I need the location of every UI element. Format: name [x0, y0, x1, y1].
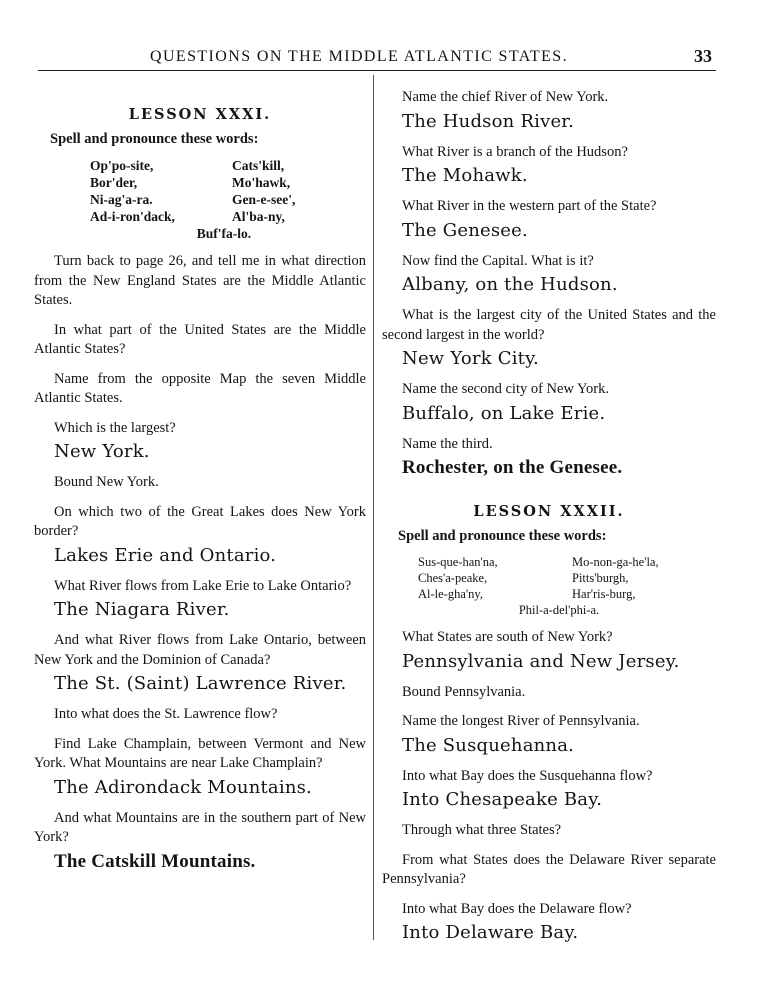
word-list [418, 555, 716, 602]
word: Cats'kill, [232, 158, 285, 173]
right-column [382, 86, 716, 944]
answer: Lakes Erie and Ontario. [54, 544, 277, 566]
word: Al'ba-ny, [232, 209, 285, 224]
question: Name from the opposite Map the seven Middle Atlantic States. [34, 370, 366, 406]
lesson-title: LESSON XXXI. [128, 106, 272, 123]
question: Name the longest River of Pennsylvania. [402, 713, 640, 729]
word: Gen-e-see', [232, 192, 296, 207]
question: What River is a branch of the Hudson? [402, 143, 628, 160]
spell-instruction: Spell and pronounce these words: [398, 528, 607, 544]
answer: The Mohawk. [402, 165, 528, 186]
word: Op'po-site, [90, 158, 154, 173]
answer: Albany, on the Hudson. [402, 274, 618, 295]
word: Pitts'burgh, [572, 571, 629, 585]
answer: New York. [54, 441, 150, 462]
word: Phil-a-del'phi-a. [518, 603, 600, 617]
left-column [34, 86, 366, 873]
question: Into what does the St. Lawrence flow? [54, 706, 278, 722]
word: Har'ris-burg, [572, 587, 636, 601]
answer: The Genesee. [402, 219, 528, 241]
answer: The Susquehanna. [402, 734, 575, 756]
question: In what part of the United States are the Middle Atlantic States? [34, 321, 366, 357]
question: Through what three States? [402, 822, 562, 838]
question: Name the chief River of New York. [402, 89, 609, 105]
question: What River flows from Lake Erie to Lake Ontario? [54, 577, 352, 594]
word: Bor'der, [90, 175, 138, 190]
question: What is the largest city of the United States and the second largest in the world? [382, 307, 716, 343]
answer: The Niagara River. [54, 599, 230, 620]
word: Ad-i-ron'dack, [90, 209, 175, 224]
answer: Buffalo, on Lake Erie. [402, 402, 606, 424]
question: Into what Bay does the Delaware flow? [402, 900, 632, 917]
answer: Into Delaware Bay. [402, 922, 579, 943]
column-divider [373, 75, 374, 940]
question: And what River flows from Lake Ontario, between New York and the Dominion of Canada? [34, 632, 366, 668]
word: Al-le-gha'ny, [418, 587, 483, 601]
question: Which is the largest? [54, 419, 176, 436]
word: Ches'a-peake, [418, 571, 488, 585]
page-header-title: QUESTIONS ON THE MIDDLE ATLANTIC STATES. [150, 48, 568, 65]
word: Sus-que-han'na, [418, 555, 498, 569]
word: Ni-ag'a-ra. [90, 192, 153, 207]
word-list [90, 158, 366, 225]
question: Name the third. [402, 435, 493, 452]
answer: The Adirondack Mountains. [54, 776, 312, 798]
answer: The St. (Saint) Lawrence River. [54, 673, 347, 694]
word: Buf'fa-lo. [196, 226, 252, 241]
answer: Rochester, on the Genesee. [402, 457, 623, 478]
question: And what Mountains are in the southern part of New York? [34, 809, 366, 845]
answer: New York City. [402, 348, 539, 369]
word: Mo-non-ga-he'la, [572, 555, 659, 569]
running-head [38, 46, 716, 71]
question: On which two of the Great Lakes does New York border? [34, 503, 366, 539]
answer: Pennsylvania and New Jersey. [402, 650, 680, 672]
answer: The Catskill Mountains. [54, 850, 256, 872]
question: Turn back to page 26, and tell me in what direction from the New England States are the Middle Atlantic States. [34, 253, 366, 308]
question: What States are south of New York? [402, 629, 613, 645]
spell-instruction: Spell and pronounce these words: [50, 131, 259, 147]
question: Now find the Capital. What is it? [402, 252, 594, 269]
question: Into what Bay does the Susquehanna flow? [402, 767, 653, 784]
question: Bound Pennsylvania. [402, 683, 526, 700]
question: Name the second city of New York. [402, 381, 609, 397]
question: From what States does the Delaware River separate Pennsylvania? [382, 851, 716, 887]
word: Mo'hawk, [232, 175, 291, 190]
question: Find Lake Champlain, between Vermont and New York. What Mountains are near Lake Champlain? [34, 735, 366, 771]
answer: The Hudson River. [402, 110, 575, 132]
answer: Into Chesapeake Bay. [402, 789, 603, 810]
question: What River in the western part of the State? [402, 198, 657, 214]
question: Bound New York. [54, 474, 159, 490]
lesson-title: LESSON XXXII. [473, 503, 625, 520]
page-number: 33 [694, 46, 712, 66]
